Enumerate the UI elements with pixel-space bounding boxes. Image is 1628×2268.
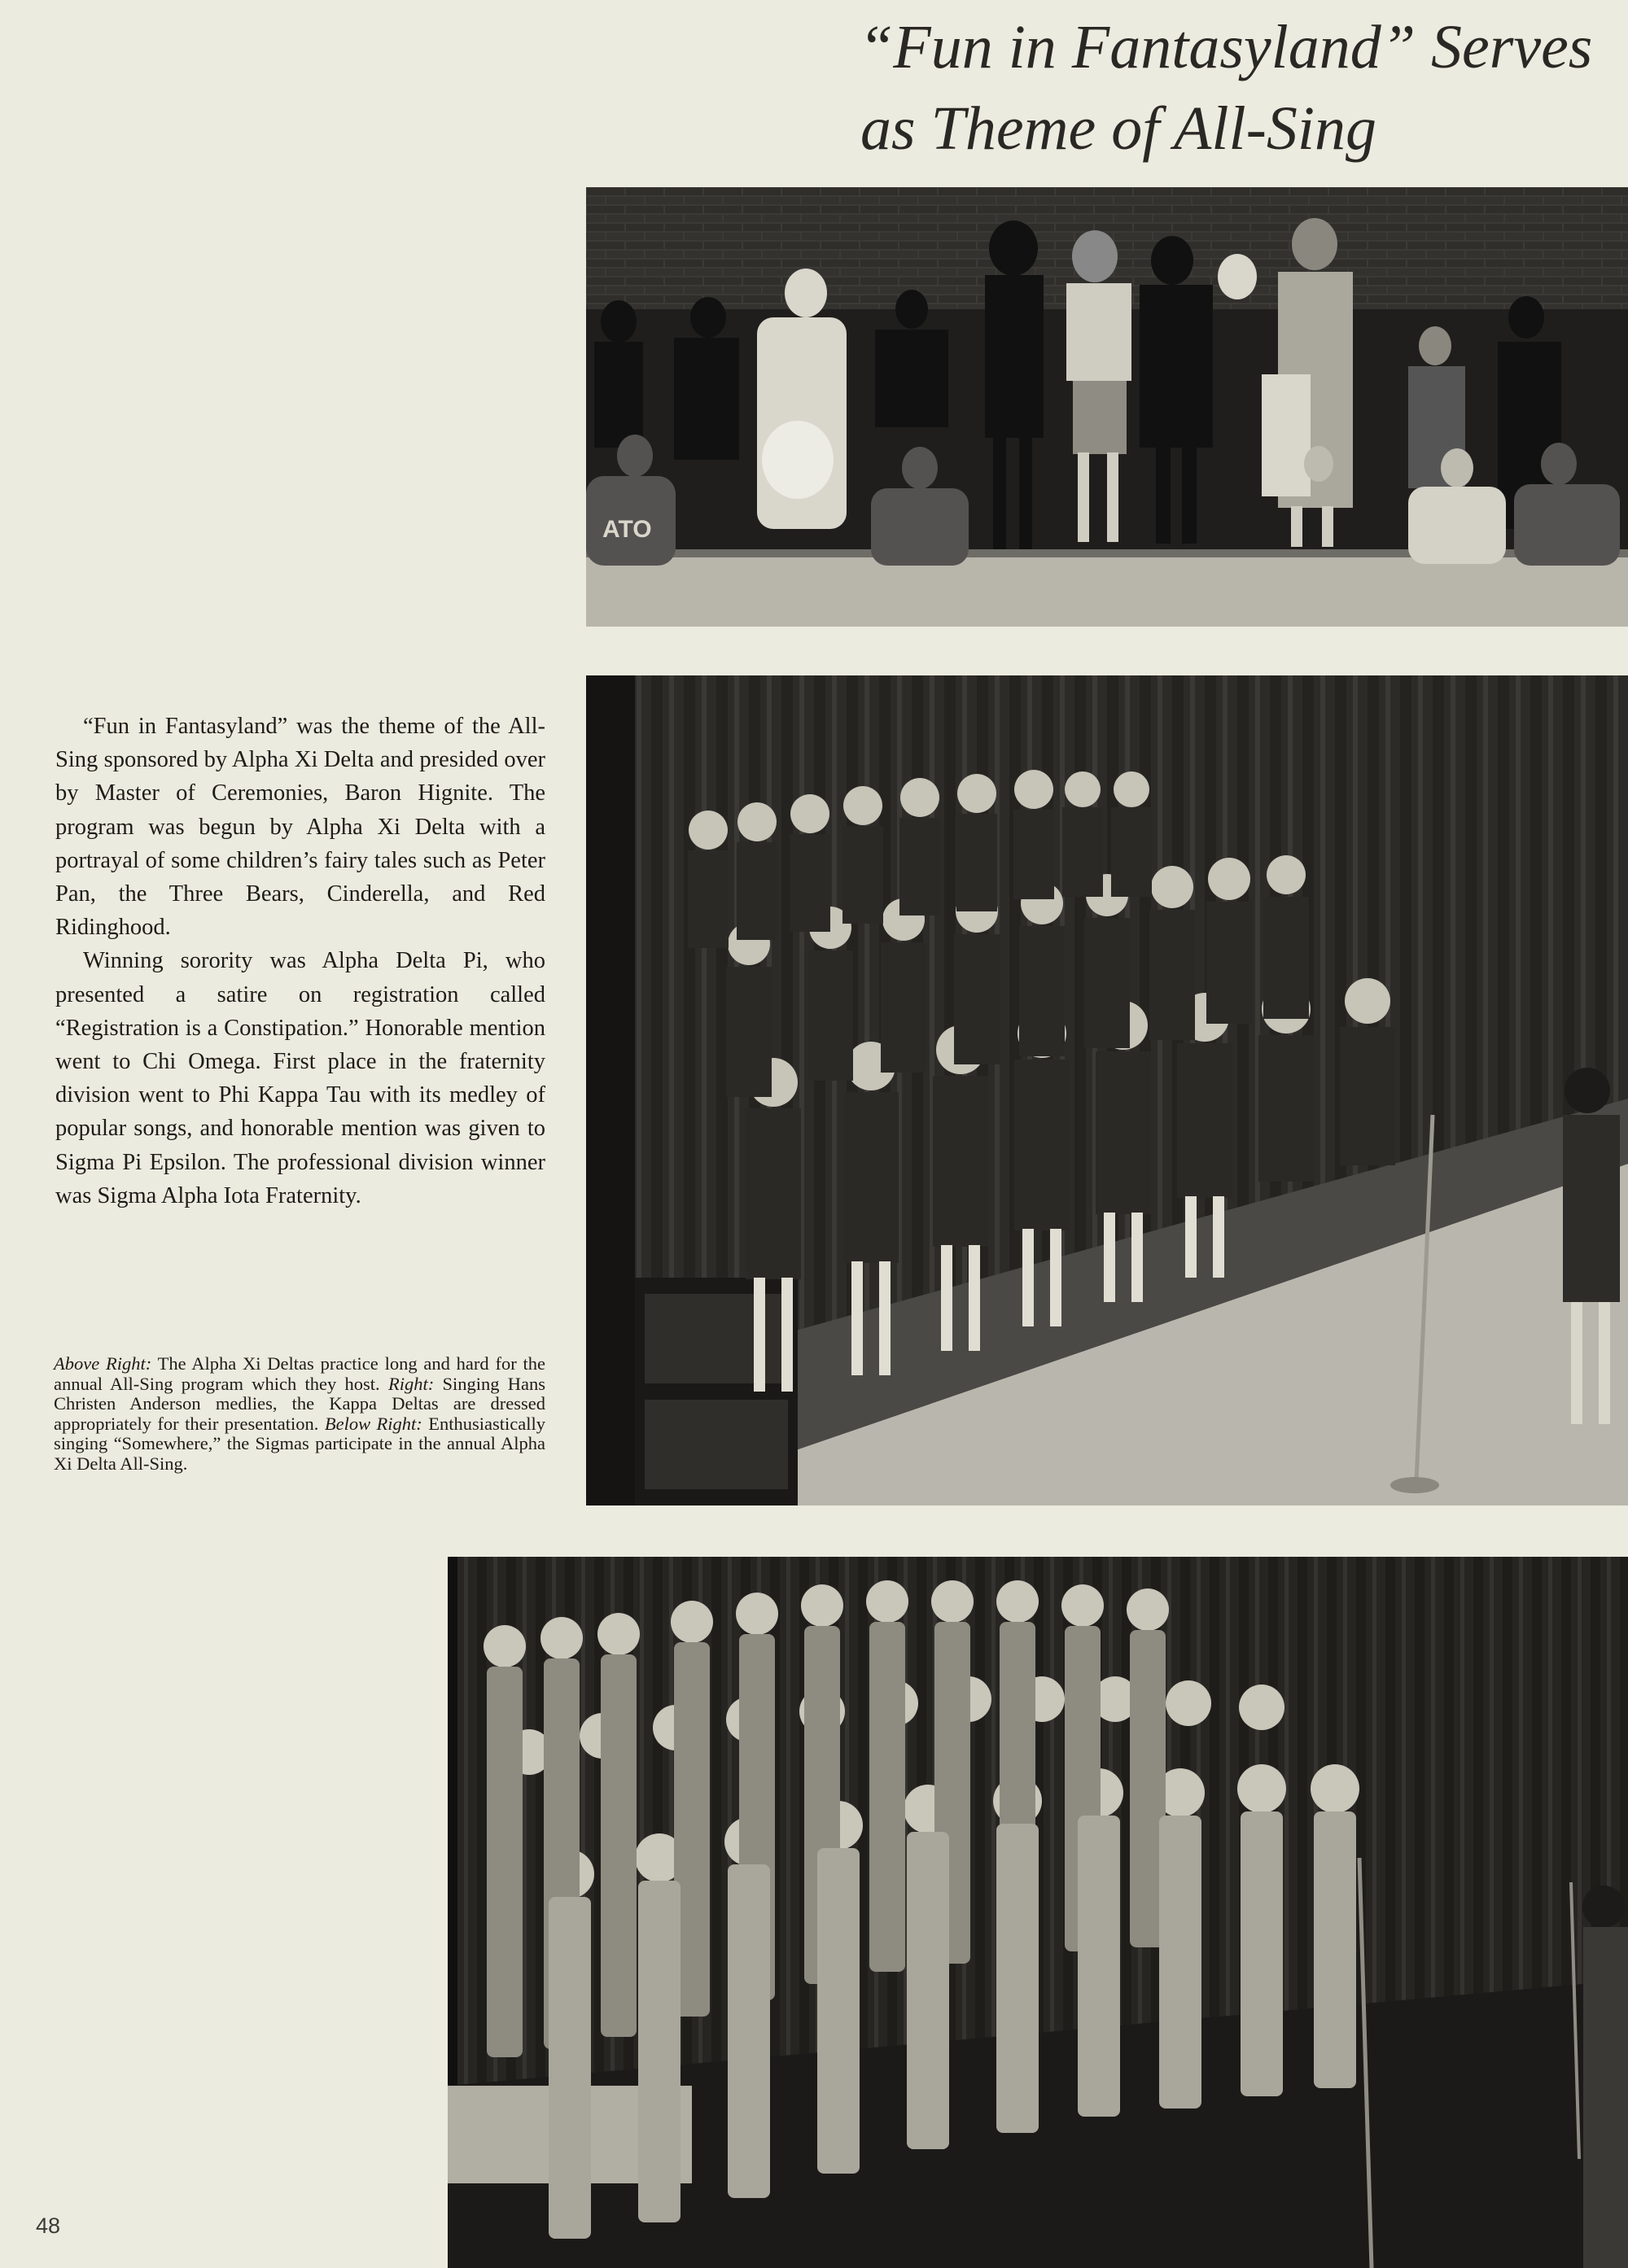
caption-text-right: Singing Hans Christen Anderson medlies, the Kappa Deltas are dressed appropriately for their presentation. <box>54 1373 545 1434</box>
article-paragraph-1: “Fun in Fantasyland” was the theme of the All-Sing sponsored by Alpha Xi Delta and presided over by Master of Ceremonies, Baron Hignite. The program was begun by Alpha Xi Delta with a portrayal of some children’s fairy tales such as Peter Pan, the Three Bears, Cinderella, and Red Ridinghood. <box>55 714 545 941</box>
caption-label-below-right: Below Right: <box>324 1413 422 1434</box>
photo-caption <box>54 1354 545 1474</box>
page-headline <box>859 7 1628 169</box>
photo-sigmas-singing-image <box>448 1557 1628 2268</box>
photo-alpha-xi-delta-practice-image <box>586 187 1628 627</box>
article-body <box>55 710 545 1213</box>
photo-alpha-xi-delta-practice <box>586 187 1628 627</box>
caption-label-right: Right: <box>387 1373 435 1394</box>
photo-sigmas-singing <box>448 1557 1628 2268</box>
page-number: 48 <box>36 2213 61 2238</box>
caption-label-above-right: Above Right: <box>54 1353 152 1374</box>
photo-kappa-deltas-singing-image <box>586 675 1628 1505</box>
headline-line-1: “Fun in Fantasyland” Serves <box>859 13 1593 81</box>
photo-kappa-deltas-singing <box>586 675 1628 1505</box>
ato-letters: ATO <box>602 516 652 543</box>
caption-text-below-right: Enthusiastically singing “Somewhere,” the Sigmas participate in the annual Alpha Xi Delta All-Sing. <box>54 1413 545 1474</box>
headline-line-2: as Theme of All-Sing <box>860 94 1377 163</box>
caption-text-above-right: The Alpha Xi Deltas practice long and hard for the annual All-Sing program which they host. <box>54 1353 545 1394</box>
article-paragraph-2: Winning sorority was Alpha Delta Pi, who presented a satire on registration called “Registration is a Constipation.” Honorable mention went to Chi Omega. First place in the fraternity division went to Phi Kappa Tau with its medley of popular songs, and honorable mention was given to Sigma Pi Epsilon. The professional division winner was Sigma Alpha Iota Fraternity. <box>55 948 545 1208</box>
